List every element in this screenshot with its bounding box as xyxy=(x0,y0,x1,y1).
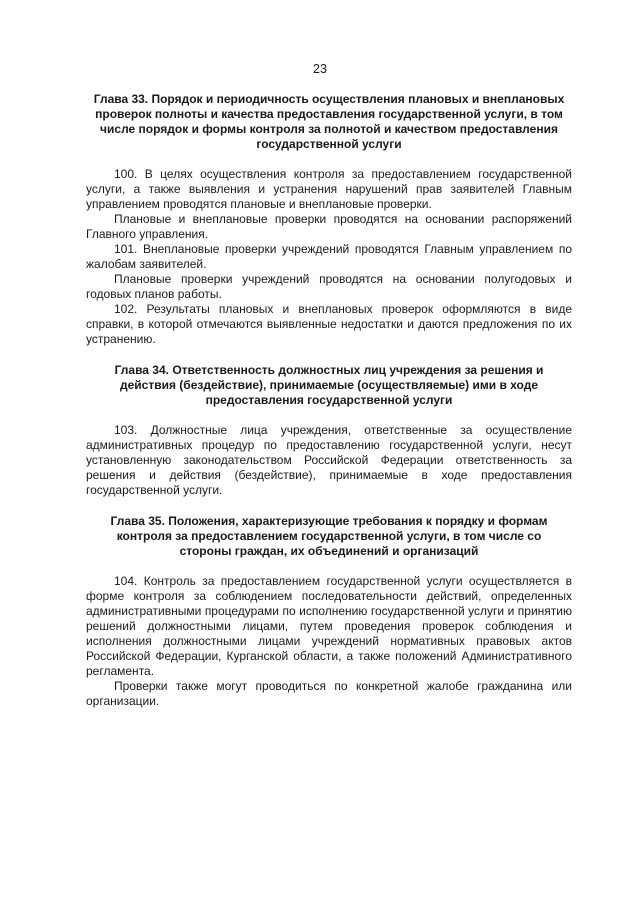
paragraph: 101. Внеплановые проверки учреждений проводятся Главным управлением по жалобам заявителей. xyxy=(86,242,572,271)
page-number: 23 xyxy=(313,62,327,76)
chapter-34 xyxy=(86,363,572,498)
paragraph: Плановые проверки учреждений проводятся на основании полугодовых и годовых планов работы. xyxy=(86,272,572,301)
chapter-35 xyxy=(86,514,572,709)
chapter-title: Глава 33. Порядок и периодичность осуществления плановых и внеплановых проверок полноты и качества предоставления государственной услуги, в том числе порядок и формы контроля за полнотой и качеством предоставления государственной услуги xyxy=(93,92,565,151)
paragraph: 103. Должностные лица учреждения, ответственные за осуществление административных процедур по предоставлению государственной услуги, несут установленную законодательством Российской Федерации ответственность за решения и действия (бездействие), принимаемые в ходе предоставления государственной услуги. xyxy=(86,423,572,497)
document-body xyxy=(86,92,572,725)
paragraph: 104. Контроль за предоставлением государственной услуги осуществляется в форме контроля за соблюдением последовательности действий, определенных административными процедурами по исполнению государственной услуги и принятию решений должностными лицами, путем проведения проверок соблюдения и исполнения должностными лицами учреждений нормативных правовых актов Российской Федерации, Курганской области, а также положений Административного регламента. xyxy=(86,574,572,678)
paragraph: Проверки также могут проводиться по конкретной жалобе гражданина или организации. xyxy=(86,679,572,708)
chapter-33 xyxy=(86,92,572,347)
paragraph: Плановые и внеплановые проверки проводятся на основании распоряжений Главного управления. xyxy=(86,212,572,241)
chapter-title: Глава 34. Ответственность должностных лиц учреждения за решения и действия (бездействие), принимаемые (осуществляемые) ими в ходе предоставления государственной услуги xyxy=(114,363,544,407)
paragraph: 100. В целях осуществления контроля за предоставлением государственной услуги, а также выявления и устранения нарушений прав заявителей Главным управлением проводятся плановые и внеплановые проверки. xyxy=(86,167,572,211)
chapter-title: Глава 35. Положения, характеризующие требования к порядку и формам контроля за предоставлением государственной услуги, в том числе со стороны граждан, их объединений и организаций xyxy=(110,514,548,558)
paragraph: 102. Результаты плановых и внеплановых проверок оформляются в виде справки, в которой отмечаются выявленные недостатки и даются предложения по их устранению. xyxy=(86,302,572,346)
